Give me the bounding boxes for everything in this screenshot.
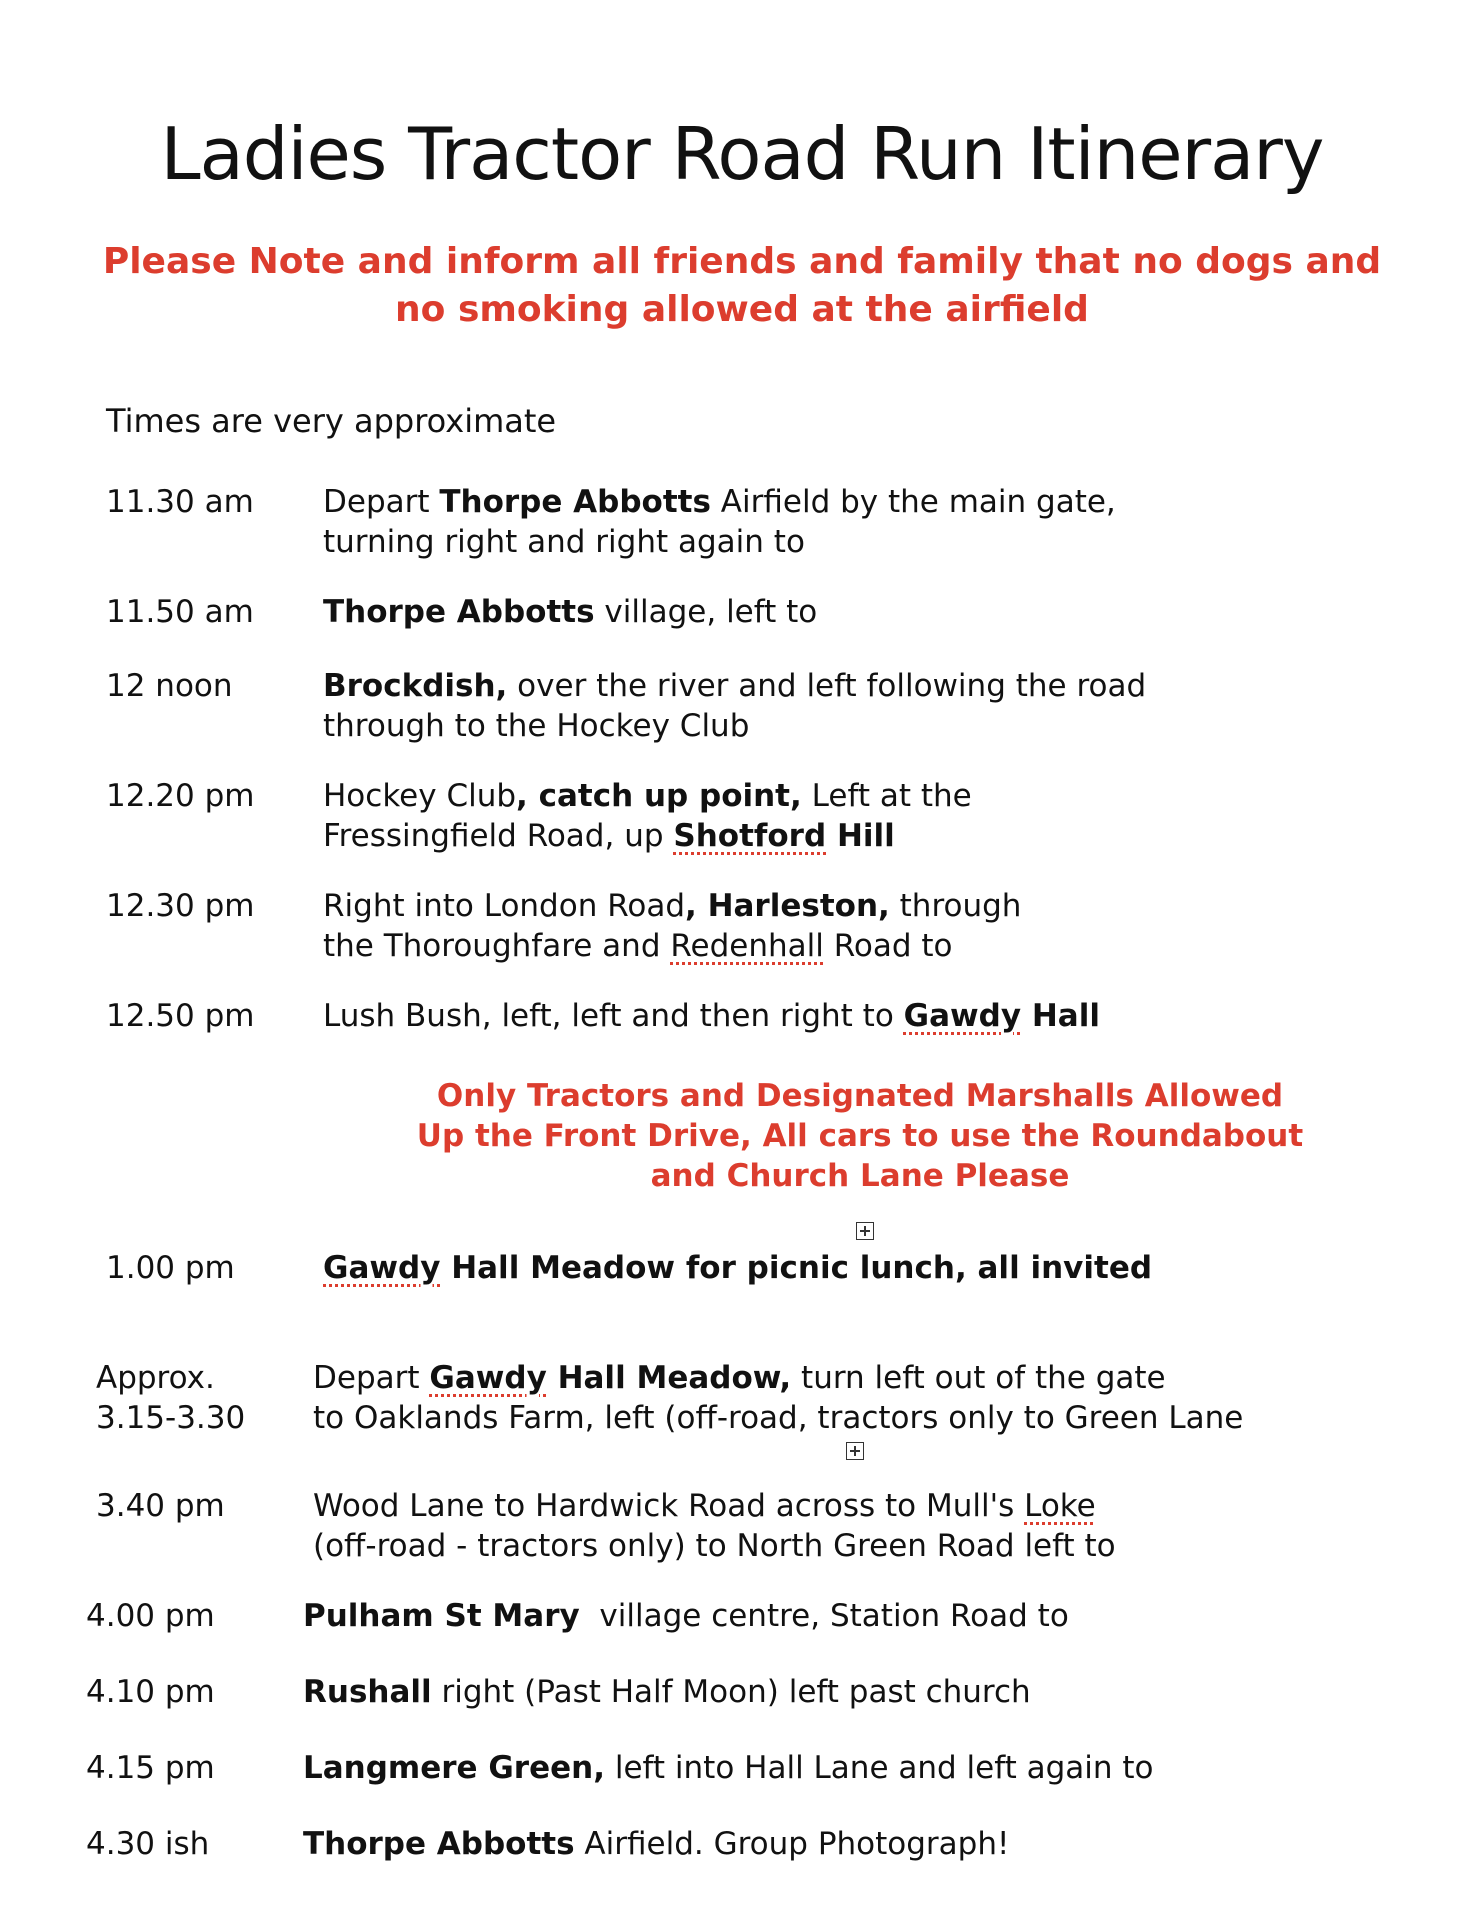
desc-text: Road to <box>823 928 953 964</box>
spellcheck-word: Redenhall <box>670 928 824 964</box>
row-time: 4.10 pm <box>86 1674 215 1710</box>
place-name: Langmere Green, <box>303 1750 605 1786</box>
row-time: 12.30 pm <box>106 888 255 924</box>
row-time: 12.50 pm <box>106 998 255 1034</box>
place-name-spellcheck: Gawdy <box>323 1250 441 1286</box>
desc-text: Depart <box>323 484 440 520</box>
no-dogs-no-smoking-notice: Please Note and inform all friends and family that no dogs and no smoking allowed at the airfield <box>102 241 1382 330</box>
row-description <box>323 666 1146 746</box>
desc-text: to Oaklands Farm, left (off-road, tractors only to Green Lane <box>313 1400 1244 1436</box>
place-name-spellcheck: Gawdy <box>903 998 1022 1034</box>
desc-text: Airfield by the main gate, <box>710 484 1116 520</box>
times-approximate-note: Times are very approximate <box>106 402 557 440</box>
place-name: Pulham St Mary <box>303 1598 580 1634</box>
place-name-spellcheck: Shotford <box>673 818 827 854</box>
row-description <box>303 1596 1069 1636</box>
desc-text: right (Past Half Moon) left past church <box>431 1674 1031 1710</box>
table-move-handle-icon[interactable] <box>856 1222 874 1240</box>
row-description <box>313 1358 1243 1438</box>
table-move-handle-icon[interactable] <box>846 1442 864 1460</box>
row-time: 1.00 pm <box>106 1250 235 1286</box>
place-name: Thorpe Abbotts <box>303 1826 575 1862</box>
desc-text: Lush Bush, left, left and then right to <box>323 998 904 1034</box>
desc-text: Depart <box>313 1360 430 1396</box>
desc-text: village centre, Station Road to <box>579 1598 1069 1634</box>
row-time: 11.50 am <box>106 594 254 630</box>
place-name: Hall Meadow, <box>546 1360 792 1396</box>
place-name: , Harleston, <box>685 888 890 924</box>
gawdy-hall-access-warning <box>400 1076 1320 1196</box>
row-description <box>303 1748 1154 1788</box>
row-description <box>323 996 1100 1036</box>
place-name: Thorpe Abbotts <box>439 484 711 520</box>
row-description <box>323 886 1021 966</box>
desc-text: village, left to <box>594 594 818 630</box>
row-time: 11.30 am <box>106 484 254 520</box>
catch-up-point: , catch up point, <box>516 778 802 814</box>
place-name-spellcheck: Gawdy <box>429 1360 547 1396</box>
desc-text: (off-road - tractors only) to North Green Road left to <box>313 1528 1116 1564</box>
row-description <box>323 1248 1152 1288</box>
row-description <box>303 1824 1009 1864</box>
warning-line: Only Tractors and Designated Marshalls Allowed <box>436 1078 1284 1114</box>
row-time: 4.30 ish <box>86 1826 210 1862</box>
desc-text: left into Hall Lane and left again to <box>605 1750 1154 1786</box>
desc-text: through <box>889 888 1022 924</box>
row-time: 3.40 pm <box>96 1488 225 1524</box>
place-name: Brockdish, <box>323 668 508 704</box>
desc-text: turn left out of the gate <box>791 1360 1166 1396</box>
row-time: Approx. 3.15-3.30 <box>96 1360 246 1436</box>
row-description <box>313 1486 1116 1566</box>
desc-text: Right into London Road <box>323 888 685 924</box>
desc-text: Fressingfield Road, up <box>323 818 674 854</box>
page-title: Ladies Tractor Road Run Itinerary <box>160 112 1324 196</box>
desc-text: Wood Lane to Hardwick Road across to Mull's <box>313 1488 1025 1524</box>
row-time: 12.20 pm <box>106 778 255 814</box>
place-name: Hill <box>826 818 895 854</box>
row-time: 4.00 pm <box>86 1598 215 1634</box>
spellcheck-word: Loke <box>1024 1488 1096 1524</box>
place-name: Rushall <box>303 1674 432 1710</box>
row-description <box>323 482 1116 562</box>
desc-text: Airfield. Group Photograph! <box>574 1826 1010 1862</box>
place-name: Hall <box>1021 998 1100 1034</box>
desc-text: Hockey Club <box>323 778 517 814</box>
desc-text: turning right and right again to <box>323 524 805 560</box>
warning-line: and Church Lane Please <box>650 1158 1070 1194</box>
desc-text: Left at the <box>801 778 972 814</box>
row-time: 4.15 pm <box>86 1750 215 1786</box>
warning-line: Up the Front Drive, All cars to use the Roundabout <box>416 1118 1304 1154</box>
row-time: 12 noon <box>106 668 233 704</box>
desc-text: over the river and left following the road <box>507 668 1147 704</box>
place-name: Thorpe Abbotts <box>323 594 595 630</box>
row-description <box>303 1672 1031 1712</box>
desc-text: through to the Hockey Club <box>323 708 750 744</box>
desc-text: the Thoroughfare and <box>323 928 671 964</box>
row-description <box>323 776 972 856</box>
place-name: Hall Meadow for picnic lunch, all invited <box>440 1250 1153 1286</box>
row-description <box>323 592 817 632</box>
